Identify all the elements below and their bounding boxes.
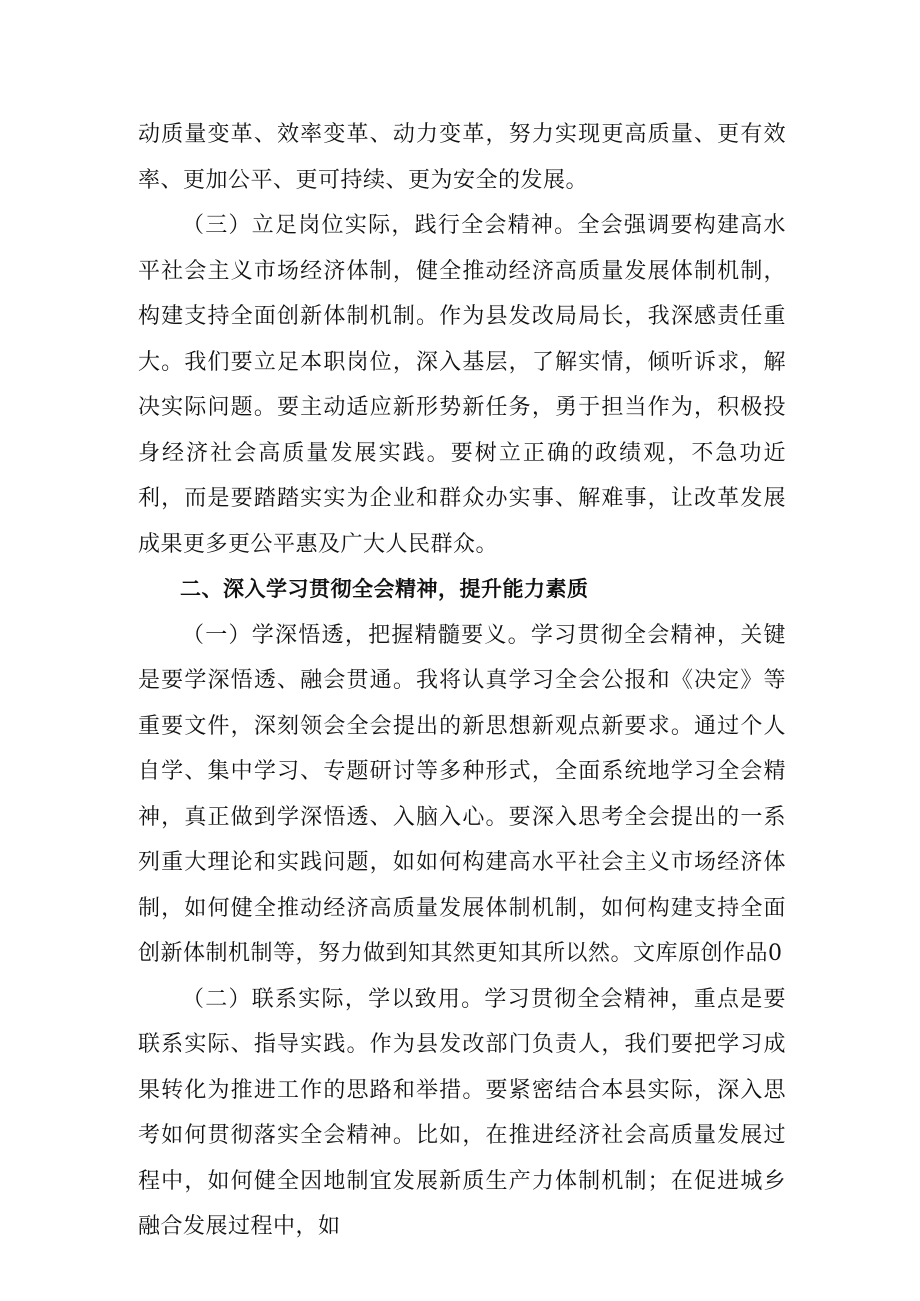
document-body <box>138 112 786 1250</box>
paragraph-continued: 动质量变革、效率变革、动力变革，努力实现更高质量、更有效率、更加公平、更可持续、更为安全的发展。 <box>138 122 786 193</box>
paragraph-section-3: （三）立足岗位实际，践行全会精神。全会强调要构建高水平社会主义市场经济体制，健全推动经济高质量发展体制机制，构建支持全面创新体制机制。作为县发改局局长，我深感责任重大。我们要立足本职岗位，深入基层，了解实情，倾听诉求，解决实际问题。要主动适应新形势新任务，勇于担当作为，积极投身经济社会高质量发展实践。要树立正确的政绩观，不急功近利，而是要踏踏实实为企业和群众办实事、解难事，让改革发展成果更多更公平惠及广大人民群众。 <box>138 213 786 557</box>
section-heading-2: 二、深入学习贯彻全会精神，提升能力素质 <box>180 577 589 601</box>
paragraph-subsection-1: （一）学深悟透，把握精髓要义。学习贯彻全会精神，关键是要学深悟透、融会贯通。我将认真学习全会公报和《决定》等重要文件，深刻领会全会提出的新思想新观点新要求。通过个人自学、集中学习、专题研讨等多种形式，全面系统地学习全会精神，真正做到学深悟透、入脑入心。要深入思考全会提出的一系列重大理论和实践问题，如如何构建高水平社会主义市场经济体制，如何健全推动经济高质量发展体制机制，如何构建支持全面创新体制机制等，努力做到知其然更知其所以然。文库原创作品0 <box>138 622 786 966</box>
paragraph-subsection-2: （二）联系实际，学以致用。学习贯彻全会精神，重点是要联系实际、指导实践。作为县发改部门负责人，我们要把学习成果转化为推进工作的思路和举措。要紧密结合本县实际，深入思考如何贯彻落实全会精神。比如，在推进经济社会高质量发展过程中，如何健全因地制宜发展新质生产力体制机制；在促进城乡融合发展过程中，如 <box>138 986 786 1239</box>
